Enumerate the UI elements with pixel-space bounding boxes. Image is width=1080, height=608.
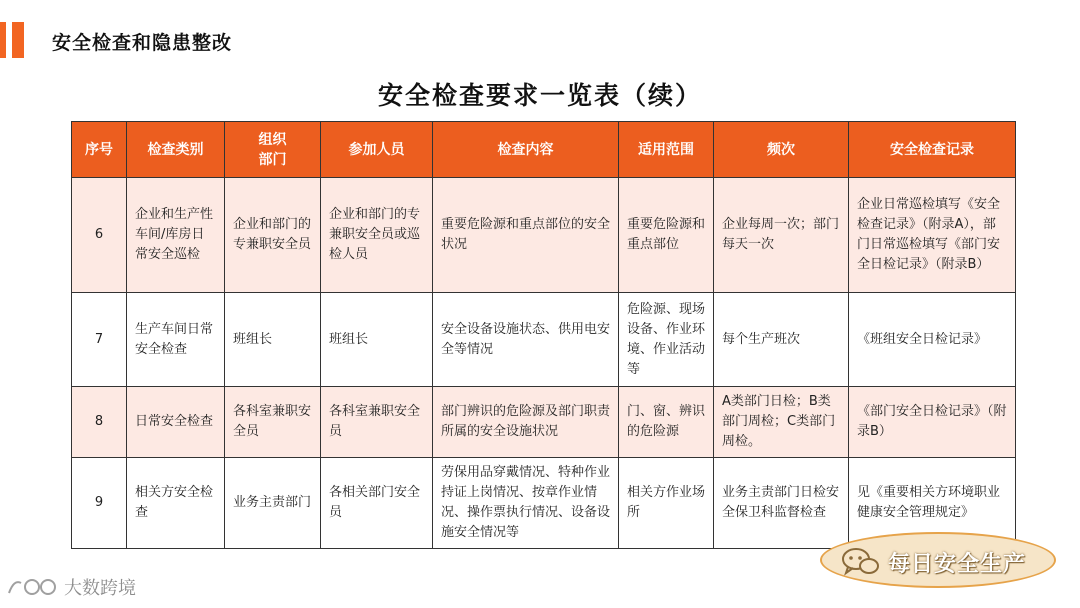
cell-record: 《部门安全日检记录》（附录B） (849, 387, 1016, 458)
table-title: 安全检查要求一览表（续） (377, 81, 702, 110)
accent-bar-thin (0, 22, 6, 58)
table-row (72, 293, 1016, 387)
cell-participants: 班组长 (321, 293, 433, 387)
col-header-org-dept: 组织 部门 (225, 122, 321, 178)
col-header-scope: 适用范围 (619, 122, 714, 178)
cell-frequency: 企业每周一次；部门每天一次 (714, 178, 849, 293)
watermark-text: 大数跨境 (64, 578, 136, 599)
cell-content: 重要危险源和重点部位的安全状况 (433, 178, 619, 293)
accent-bar-thick (12, 22, 24, 58)
cell-frequency: 每个生产班次 (714, 293, 849, 387)
col-header-participants: 参加人员 (321, 122, 433, 178)
cell-no: 8 (72, 387, 127, 458)
cell-content: 安全设备设施状态、供用电安全等情况 (433, 293, 619, 387)
cell-content: 部门辨识的危险源及部门职责所属的安全设施状况 (433, 387, 619, 458)
wechat-icon (840, 546, 880, 578)
cell-frequency: 业务主责部门日检安全保卫科监督检查 (714, 458, 849, 549)
table-row (72, 178, 1016, 293)
cell-org-dept: 各科室兼职安全员 (225, 387, 321, 458)
col-header-category: 检查类别 (127, 122, 225, 178)
table-row (72, 458, 1016, 549)
cell-category: 日常安全检查 (127, 387, 225, 458)
cell-category: 相关方安全检查 (127, 458, 225, 549)
cell-scope: 门、窗、辨识的危险源 (619, 387, 714, 458)
slide-header-title: 安全检查和隐患整改 (52, 32, 233, 54)
table-row (72, 387, 1016, 458)
cell-no: 9 (72, 458, 127, 549)
cell-category: 企业和生产性车间/库房日常安全巡检 (127, 178, 225, 293)
account-badge (820, 532, 1056, 588)
cell-category: 生产车间日常安全检查 (127, 293, 225, 387)
cell-no: 6 (72, 178, 127, 293)
cell-participants: 企业和部门的专兼职安全员或巡检人员 (321, 178, 433, 293)
col-header-content: 检查内容 (433, 122, 619, 178)
table-header-row (72, 122, 1016, 178)
cell-record: 《班组安全日检记录》 (849, 293, 1016, 387)
cell-frequency: A类部门日检；B类部门周检；C类部门周检。 (714, 387, 849, 458)
cell-org-dept: 班组长 (225, 293, 321, 387)
cell-content: 劳保用品穿戴情况、特种作业持证上岗情况、按章作业情况、操作票执行情况、设备设施安全情况等 (433, 458, 619, 549)
col-header-frequency: 频次 (714, 122, 849, 178)
cell-record: 企业日常巡检填写《安全检查记录》（附录A），部门日常巡检填写《部门安全日检记录》（附录B） (849, 178, 1016, 293)
col-header-record: 安全检查记录 (849, 122, 1016, 178)
inspection-requirements-table (71, 121, 1016, 549)
accent-bars (0, 22, 28, 58)
badge-text: 每日安全生产 (888, 552, 1027, 577)
cell-scope: 危险源、现场设备、作业环境、作业活动等 (619, 293, 714, 387)
cell-org-dept: 企业和部门的专兼职安全员 (225, 178, 321, 293)
kuajing-logo-icon (6, 574, 60, 600)
cell-org-dept: 业务主责部门 (225, 458, 321, 549)
col-header-no: 序号 (72, 122, 127, 178)
watermark (6, 572, 136, 602)
cell-scope: 相关方作业场所 (619, 458, 714, 549)
cell-participants: 各相关部门安全员 (321, 458, 433, 549)
cell-no: 7 (72, 293, 127, 387)
cell-scope: 重要危险源和重点部位 (619, 178, 714, 293)
cell-record: 见《重要相关方环境职业健康安全管理规定》 (849, 458, 1016, 549)
cell-participants: 各科室兼职安全员 (321, 387, 433, 458)
